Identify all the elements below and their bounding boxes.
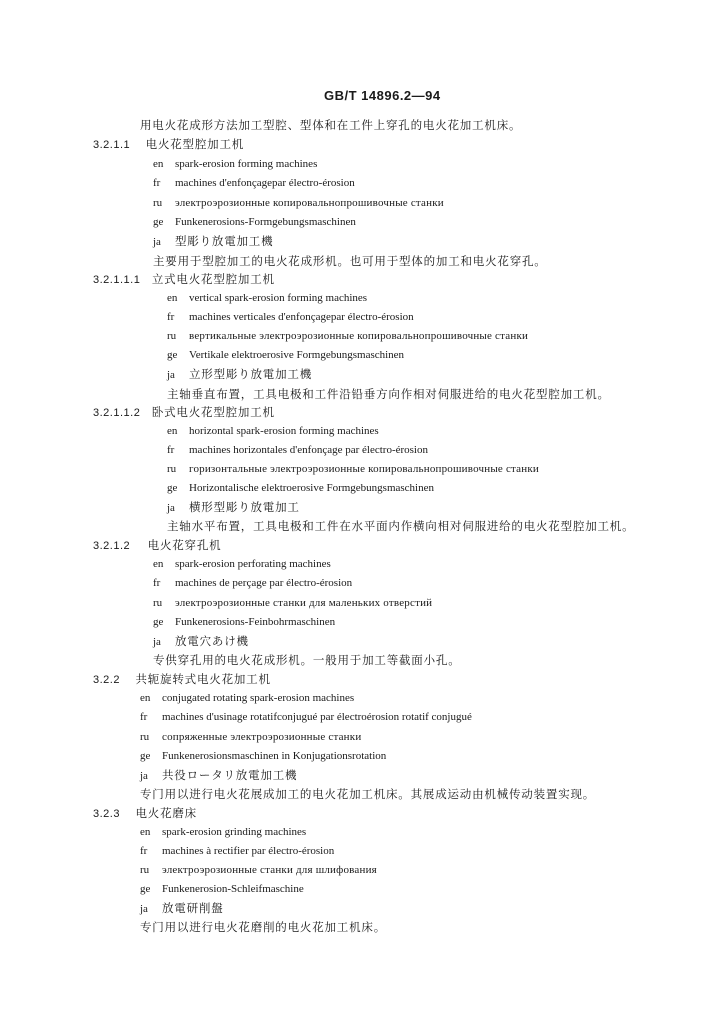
term-ge: ge Funkenerosions-Feinbohrmaschinen	[153, 616, 336, 628]
term-ja: ja 型彫り放電加工機	[153, 234, 274, 248]
section-title: 立式电火花型腔加工机	[151, 272, 275, 286]
standard-header: GB/T 14896.2—94	[324, 88, 441, 103]
section-number: 3.2.1.1.1	[93, 274, 141, 286]
term-fr: fr machines horizontales d'enfonçage par électro-érosion	[167, 444, 428, 456]
term-ru: ru электроэрозионные копировальнопрошивочные станки	[153, 197, 444, 209]
term-fr: fr machines de perçage par électro-érosion	[153, 577, 353, 589]
section-title: 共轭旋转式电火花加工机	[135, 672, 271, 686]
term-fr: fr machines d'enfonçagepar électro-érosion	[153, 177, 355, 189]
term-ru: ru сопряженные электроэрозионные станки	[140, 731, 362, 743]
section-number: 3.2.1.1.2	[93, 407, 141, 419]
section-description: 主要用于型腔加工的电火花成形机。也可用于型体的加工和电火花穿孔。	[153, 254, 547, 268]
term-ja: ja 横形型彫り放電加工	[167, 500, 300, 514]
section-number: 3.2.2	[93, 674, 120, 686]
section-number: 3.2.1.2	[93, 540, 131, 552]
section-title: 卧式电火花型腔加工机	[151, 405, 275, 419]
term-ja: ja 放電穴あけ機	[153, 634, 249, 648]
term-fr: fr machines verticales d'enfonçagepar électro-érosion	[167, 311, 414, 323]
section-title: 电火花穿孔机	[147, 538, 222, 552]
section-number: 3.2.3	[93, 808, 120, 820]
term-ru: ru электроэрозионные станки для маленьких отверстий	[153, 597, 433, 609]
term-ge: ge Funkenerosions-Formgebungsmaschinen	[153, 216, 356, 228]
term-ru: ru вертикальные электроэрозионные копировальнопрошивочные станки	[167, 330, 529, 342]
term-ge: ge Funkenerosionsmaschinen in Konjugationsrotation	[140, 750, 387, 762]
term-fr: fr machines d'usinage rotatifconjugué par électroérosion rotatif conjugué	[140, 711, 472, 723]
term-ge: ge Vertikale elektroerosive Formgebungsmaschinen	[167, 349, 405, 361]
section-number: 3.2.1.1	[93, 139, 131, 151]
term-en: en spark-erosion forming machines	[153, 158, 318, 170]
section-description: 主轴垂直布置，工具电极和工件沿铅垂方向作相对伺服进给的电火花型腔加工机。	[167, 387, 610, 401]
section-description: 专门用以进行电火花磨削的电火花加工机床。	[140, 920, 386, 934]
term-en: en spark-erosion grinding machines	[140, 826, 307, 838]
term-en: en conjugated rotating spark-erosion machines	[140, 692, 355, 704]
term-en: en vertical spark-erosion forming machines	[167, 292, 368, 304]
term-en: en horizontal spark-erosion forming machines	[167, 425, 379, 437]
term-ja: ja 共役ロータリ放電加工機	[140, 768, 298, 782]
intro-text: 用电火花成形方法加工型腔、型体和在工件上穿孔的电火花加工机床。	[140, 118, 522, 132]
section-heading	[93, 272, 275, 287]
section-heading	[93, 538, 221, 553]
term-ge: ge Horizontalische elektroerosive Formgebungsmaschinen	[167, 482, 434, 494]
term-en: en spark-erosion perforating machines	[153, 558, 331, 570]
term-ja: ja 放電研削盤	[140, 901, 224, 915]
term-fr: fr machines à rectifier par électro-érosion	[140, 845, 335, 857]
section-heading	[93, 405, 275, 420]
term-ru: ru электроэрозионные станки для шлифования	[140, 864, 377, 876]
term-ru: ru горизонтальные электроэрозионные копировальнопрошивочные станки	[167, 463, 539, 475]
section-title: 电火花型腔加工机	[145, 137, 245, 151]
section-description: 主轴水平布置，工具电极和工件在水平面内作横向相对伺服进给的电火花型腔加工机。	[167, 519, 635, 533]
term-ja: ja 立形型彫り放電加工機	[167, 367, 312, 381]
section-title: 电火花磨床	[135, 806, 197, 820]
section-heading	[93, 806, 197, 821]
term-ge: ge Funkenerosion-Schleifmaschine	[140, 883, 304, 895]
section-heading	[93, 672, 271, 687]
section-description: 专供穿孔用的电火花成形机。一般用于加工等截面小孔。	[153, 653, 461, 667]
section-heading	[93, 137, 244, 152]
section-description: 专门用以进行电火花展成加工的电火花加工机床。其展成运动由机械传动装置实现。	[140, 787, 596, 801]
